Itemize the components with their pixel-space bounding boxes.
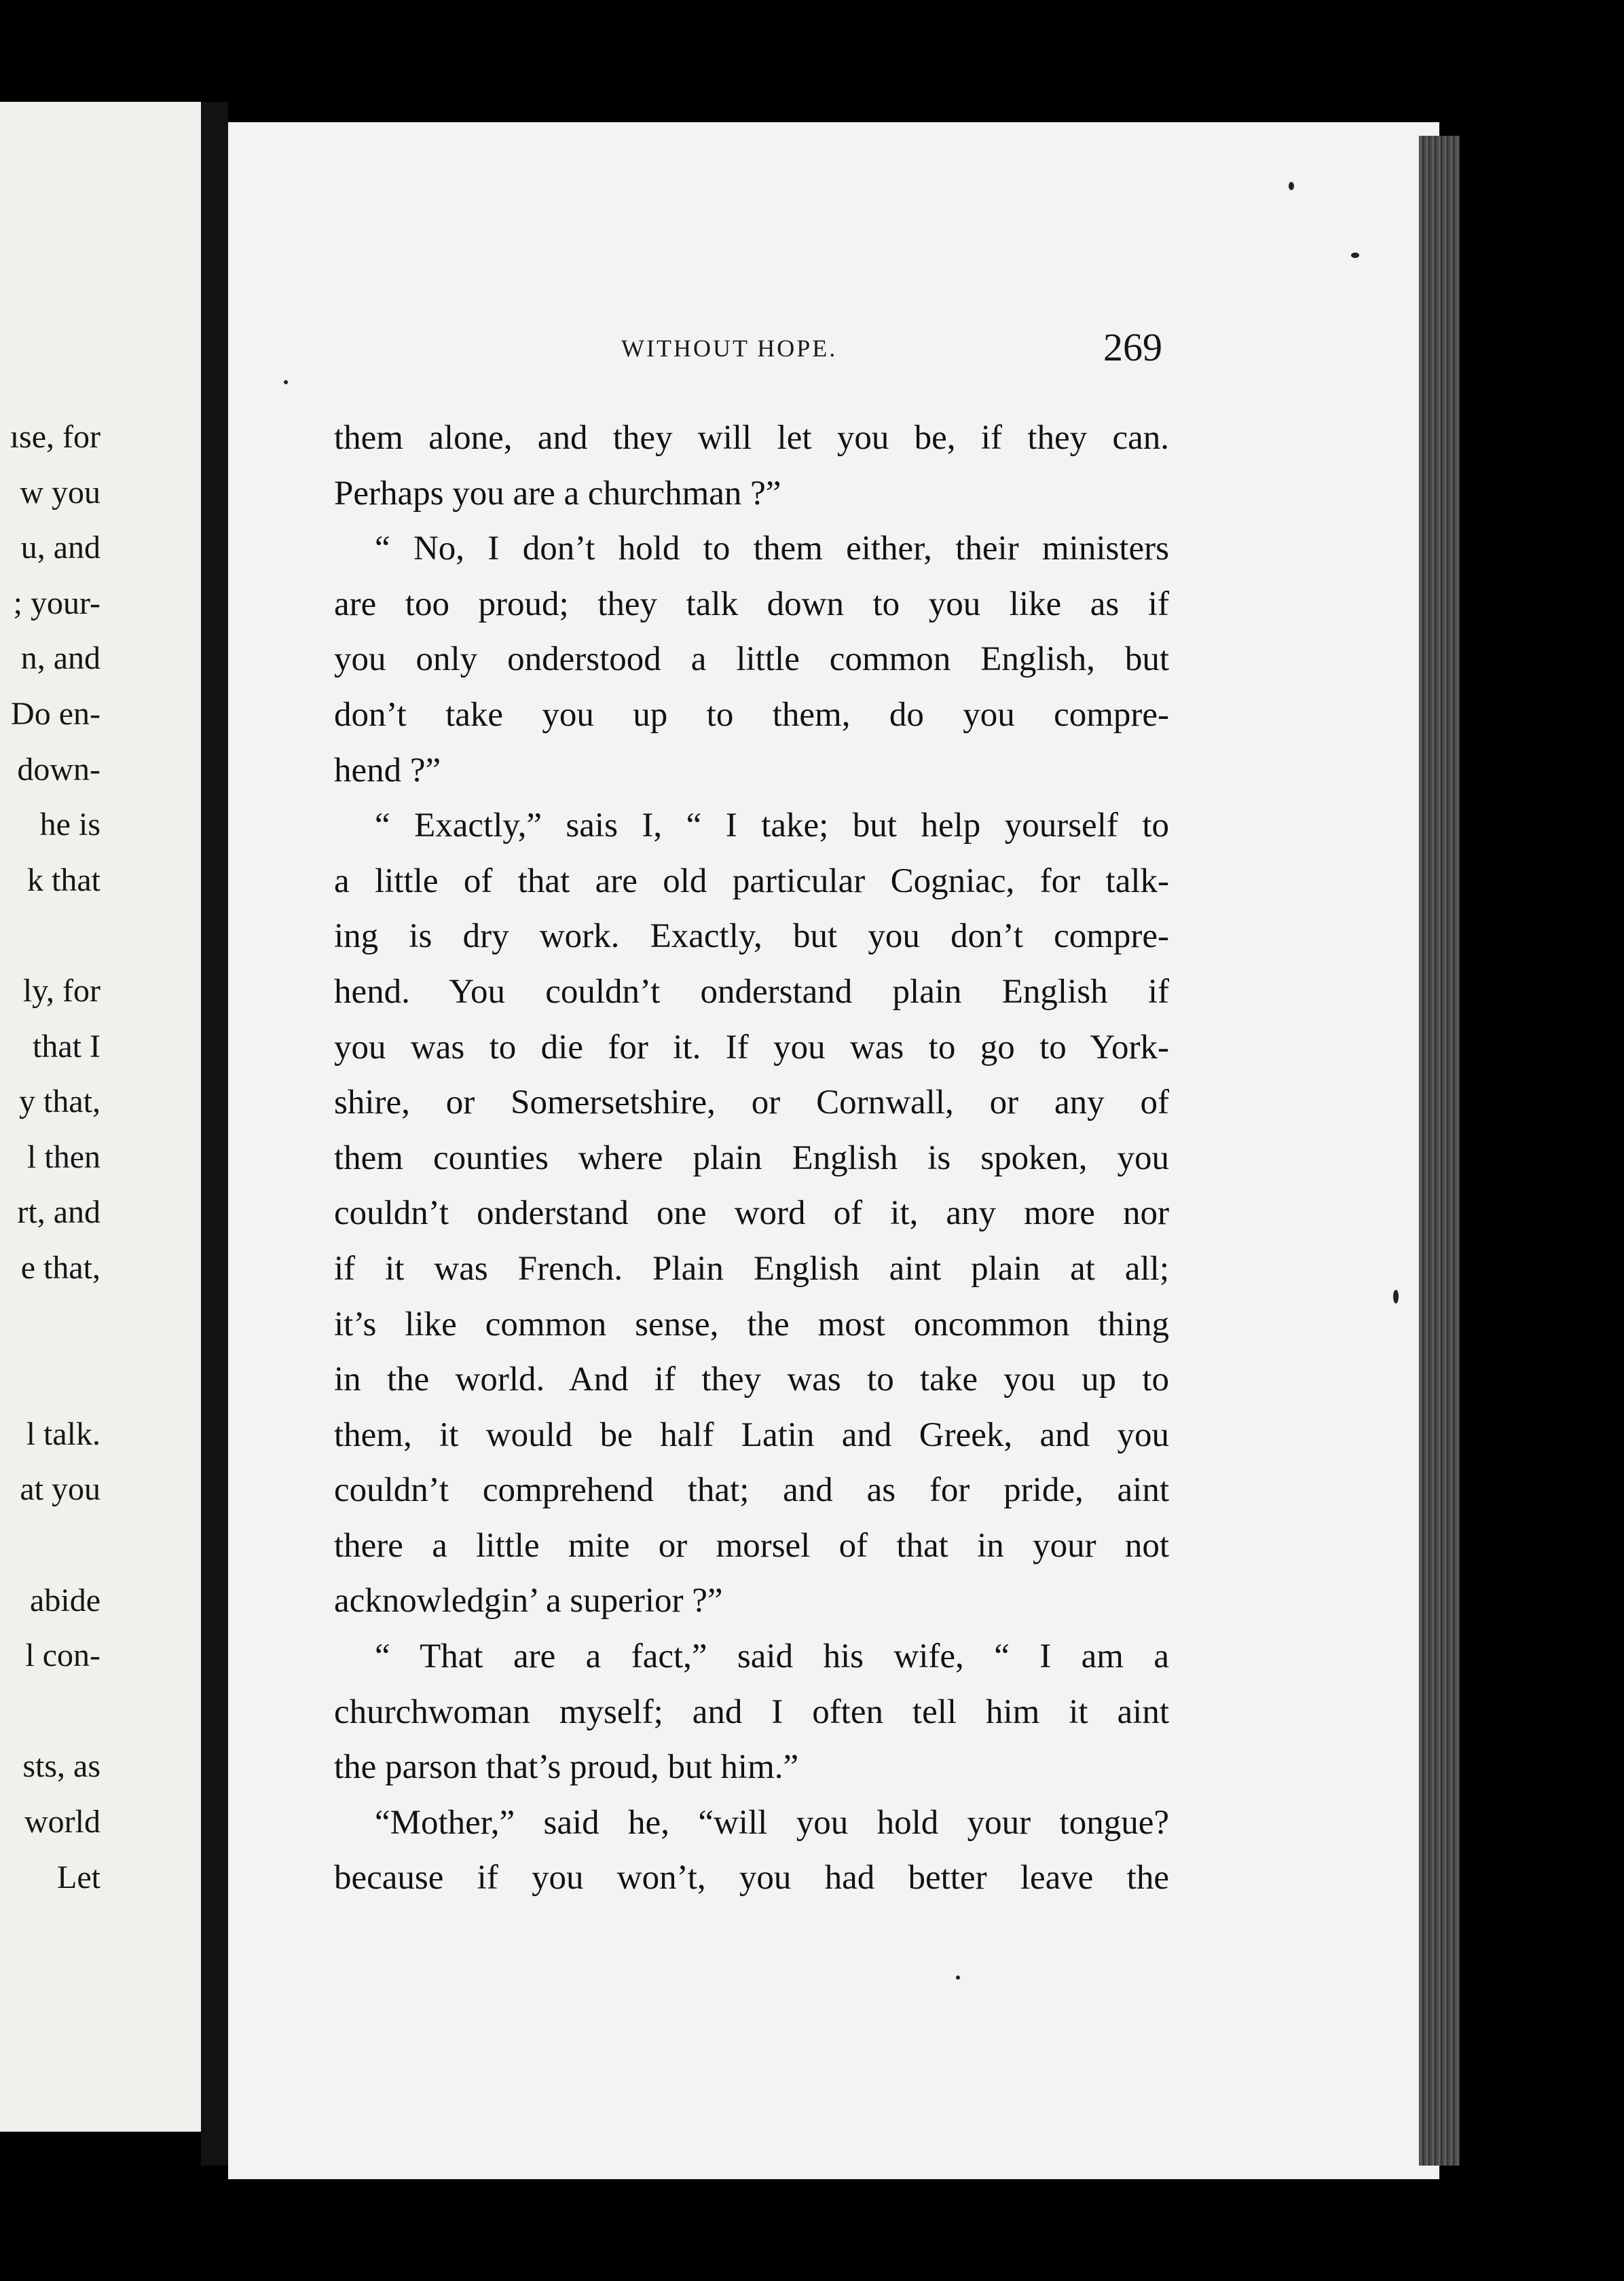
left-page-line: n, and (20, 640, 100, 677)
scan-speck (284, 380, 288, 384)
text-line: hend. You couldn’t onderstand plain English if (334, 972, 1169, 1011)
left-page-line: that I (33, 1028, 100, 1064)
left-page-line: l con- (25, 1637, 100, 1674)
text-line: if it was French. Plain English aint plain at all; (334, 1249, 1169, 1288)
left-page-line: he is (39, 806, 100, 843)
left-page-line: rt, and (17, 1194, 100, 1231)
text-line: there a little mite or morsel of that in your not (334, 1526, 1169, 1565)
left-page-line: w you (20, 474, 100, 511)
text-line: hend ?” (334, 751, 441, 790)
left-page-line: Do en- (11, 696, 100, 732)
text-line: a little of that are old particular Cogniac, for talk- (334, 861, 1169, 900)
left-page-line: world (24, 1804, 100, 1840)
left-page-line: e that, (20, 1250, 100, 1286)
text-line: “ That are a fact,” said his wife, “ I am a (375, 1637, 1169, 1676)
text-line: it’s like common sense, the most oncommon thing (334, 1305, 1169, 1343)
text-line: in the world. And if they was to take you up to (334, 1360, 1169, 1399)
left-page-line: y that, (19, 1083, 100, 1120)
text-line: Perhaps you are a churchman ?” (334, 474, 781, 513)
page-number: 269 (1103, 325, 1162, 369)
left-page-line: u, and (20, 530, 100, 566)
text-line: you was to die for it. If you was to go to York- (334, 1028, 1169, 1067)
text-line: them counties where plain English is spoken, you (334, 1138, 1169, 1177)
text-line: “ No, I don’t hold to them either, their ministers (375, 530, 1169, 568)
running-head: WITHOUT HOPE. (621, 335, 838, 362)
text-line: churchwoman myself; and I often tell him it aint (334, 1692, 1169, 1731)
scan-speck (956, 1976, 960, 1980)
left-page-line: ıse, for (10, 419, 100, 455)
left-page-line: sts, as (22, 1748, 100, 1785)
text-line: them, it would be half Latin and Greek, and you (334, 1415, 1169, 1454)
left-page-line: ly, for (22, 973, 100, 1009)
left-page-line: down- (17, 751, 100, 787)
text-line: them alone, and they will let you be, if they can. (334, 419, 1169, 457)
text-line: are too proud; they talk down to you like as if (334, 585, 1169, 623)
left-page-line: l talk. (26, 1415, 100, 1452)
text-line: shire, or Somersetshire, or Cornwall, or any of (334, 1083, 1169, 1122)
scan-speck (1393, 1290, 1399, 1303)
left-page (0, 102, 204, 2132)
body-text (334, 411, 1169, 1906)
text-line: the parson that’s proud, but him.” (334, 1748, 799, 1787)
text-line: couldn’t comprehend that; and as for pride, aint (334, 1471, 1169, 1510)
left-page-line: ; your- (13, 585, 100, 621)
left-page-line: abide (30, 1582, 100, 1618)
text-line: ing is dry work. Exactly, but you don’t compre- (334, 917, 1169, 956)
text-line: couldn’t onderstand one word of it, any more nor (334, 1194, 1169, 1233)
text-line: “ Exactly,” sais I, “ I take; but help yourself to (375, 806, 1169, 845)
text-line: acknowledgin’ a superior ?” (334, 1582, 723, 1620)
left-page-line: at you (20, 1471, 100, 1508)
left-page-line: l then (27, 1138, 100, 1175)
text-line: “Mother,” said he, “will you hold your tongue? (375, 1803, 1169, 1842)
book-gutter (201, 102, 228, 2166)
text-line: don’t take you up to them, do you compre- (334, 695, 1169, 734)
scan-speck (1289, 182, 1294, 190)
text-line: you only onderstood a little common English, but (334, 640, 1169, 679)
text-line: because if you won’t, you had better leave the (334, 1859, 1169, 1897)
left-page-line: Let (57, 1859, 100, 1895)
page-edges (1419, 136, 1460, 2166)
left-page-line: k that (27, 861, 100, 898)
scan-speck (1351, 253, 1359, 258)
